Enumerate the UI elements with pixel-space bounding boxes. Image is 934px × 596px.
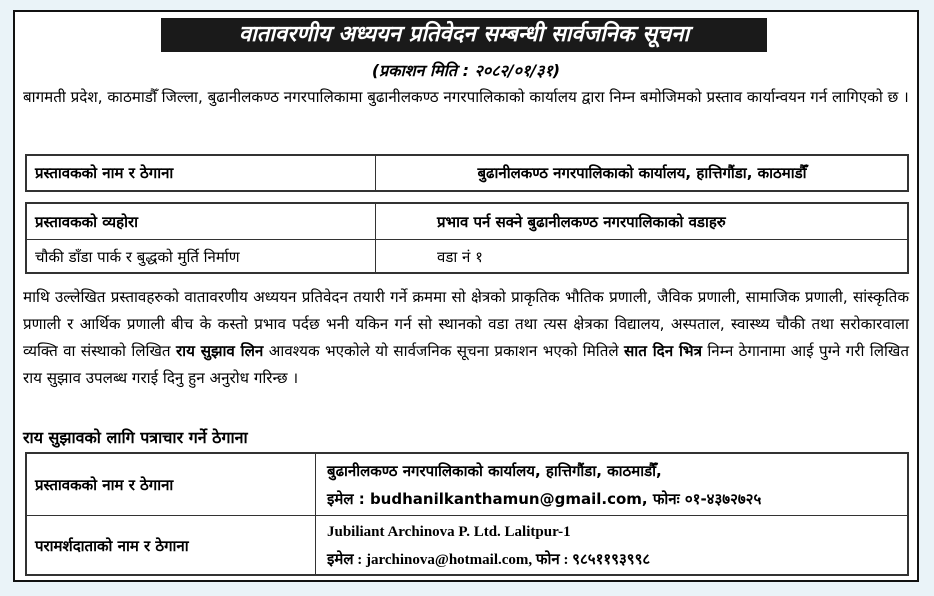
proposal-header-right: प्रभाव पर्न सक्ने बुढानीलकण्ठ नगरपालिकाको वडाहरु bbox=[437, 212, 726, 231]
proposer-value: बुढानीलकण्ठ नगरपालिकाको कार्यालय, हात्तिगौंडा, काठमाडौँ bbox=[477, 164, 807, 182]
proposer-label: प्रस्तावकको नाम र ठेगाना bbox=[35, 164, 174, 182]
proposal-row-left: चौकी डाँडा पार्क र बुद्धको मुर्ति निर्माण bbox=[35, 247, 240, 266]
notice-title: वातावरणीय अध्ययन प्रतिवेदन सम्बन्धी सार्वजनिक सूचना bbox=[161, 18, 767, 52]
highlight-opinion: राय सुझाव लिन bbox=[175, 342, 264, 360]
body-paragraph: माथि उल्लेखित प्रस्तावहरुको वातावरणीय अध्ययन प्रतिवेदन तयारी गर्ने क्रममा सो क्षेत्रको प्राकृतिक भौतिक प्रणाली, जैविक प्रणाली, सामाजिक प्रणाली, सांस्कृतिक प्रणाली र आर्थिक प्रणाली बीच के कस्तो प्रभाव पर्दछ भनी यकिन गर्न सो स्थानको वडा तथा त्यस क्षेत्रका विद्यालय, अस्पताल, स्वास्थ्य चौकी तथा सरोकारवाला व्यक्ति वा संस्थाको लिखित राय सुझाव लिन आवश्यक भएकोले यो सार्वजनिक सूचना प्रकाशन भएको मितिले सात दिन भित्र निम्न ठेगानामा आई पुग्ने गरी लिखित राय सुझाव उपलब्ध गराई दिनु हुन अनुरोध गरिन्छ । bbox=[23, 288, 910, 387]
contact-value-proposer: बुढानीलकण्ठ नगरपालिकाको कार्यालय, हात्तिगौंडा, काठमाडौँ, इमेल : budhanilkanthamun@gmail.com, फोनः ०१-४३७२७२५ bbox=[327, 454, 761, 515]
publication-date: (प्रकाशन मिति : २०८२/०१/३१) bbox=[371, 61, 561, 80]
highlight-deadline: सात दिन भित्र bbox=[624, 342, 702, 360]
contact-label-consultant: परामर्शदाताको नाम र ठेगाना bbox=[35, 537, 189, 555]
contact-value-consultant: Jubiliant Archinova P. Ltd. Lalitpur-1 इमेल : jarchinova@hotmail.com, फोन : ९८५११९३९९८ bbox=[327, 516, 650, 576]
intro-paragraph: बागमती प्रदेश, काठमाडौँ जिल्ला, बुढानीलकण्ठ नगरपालिकामा बुढानीलकण्ठ नगरपालिकाको कार्यालय द्वारा निम्न बमोजिमको प्रस्ताव कार्यान्वयन गर्न लागिएको छ । bbox=[23, 88, 909, 106]
proposal-row-right: वडा नं १ bbox=[437, 247, 483, 266]
contacts-table bbox=[25, 452, 909, 576]
proposal-header-left: प्रस्तावकको व्यहोरा bbox=[35, 212, 138, 231]
contact-label-proposer: प्रस्तावकको नाम र ठेगाना bbox=[35, 475, 174, 494]
public-notice bbox=[13, 10, 919, 582]
contact-heading: राय सुझावको लागि पत्राचार गर्ने ठेगाना bbox=[23, 428, 248, 447]
consultant-email-phone: इमेल : jarchinova@hotmail.com, फोन : ९८५११९३९९८ bbox=[327, 552, 651, 568]
proposer-email-phone: इमेल : budhanilkanthamun@gmail.com, फोनः ०१-४३७२७२५ bbox=[327, 489, 762, 508]
proposer-table bbox=[25, 154, 909, 192]
proposal-table bbox=[25, 202, 909, 274]
